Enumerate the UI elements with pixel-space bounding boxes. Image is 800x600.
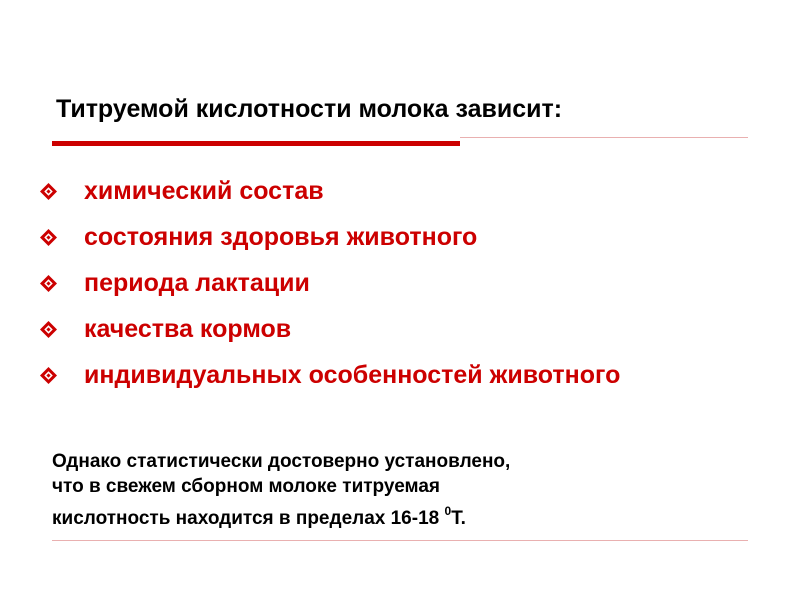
diamond-ornament-icon [40,367,57,384]
diamond-ornament-icon [40,275,57,292]
degree-superscript: 0 [444,504,452,518]
bullet-list [40,174,740,404]
diamond-ornament-icon [40,183,57,200]
bullet-item [40,174,740,208]
bullet-item [40,266,740,300]
bullet-text: химический состав [84,177,324,205]
bullet-item [40,358,740,392]
bullet-text: состояния здоровья животного [84,223,478,251]
footnote-unit: Т. [451,508,466,529]
diamond-ornament-icon [40,321,57,338]
diamond-ornament-icon [40,229,57,246]
footer-rule [52,540,748,541]
title-underline-thin [460,137,748,138]
footnote-body: Однако статистически достоверно установлено, что в свежем сборном молоке титруемая кислотность находится в пределах 16-18 [52,451,511,529]
bullet-text: качества кормов [84,315,292,343]
bullet-item [40,312,740,346]
slide-title: Титруемой кислотности молока зависит: [56,95,563,123]
bullet-text: индивидуальных особенностей животного [84,361,621,389]
footnote-text [52,449,742,531]
bullet-item [40,220,740,254]
bullet-text: периода лактации [84,269,310,297]
title-underline-thick [52,141,460,146]
